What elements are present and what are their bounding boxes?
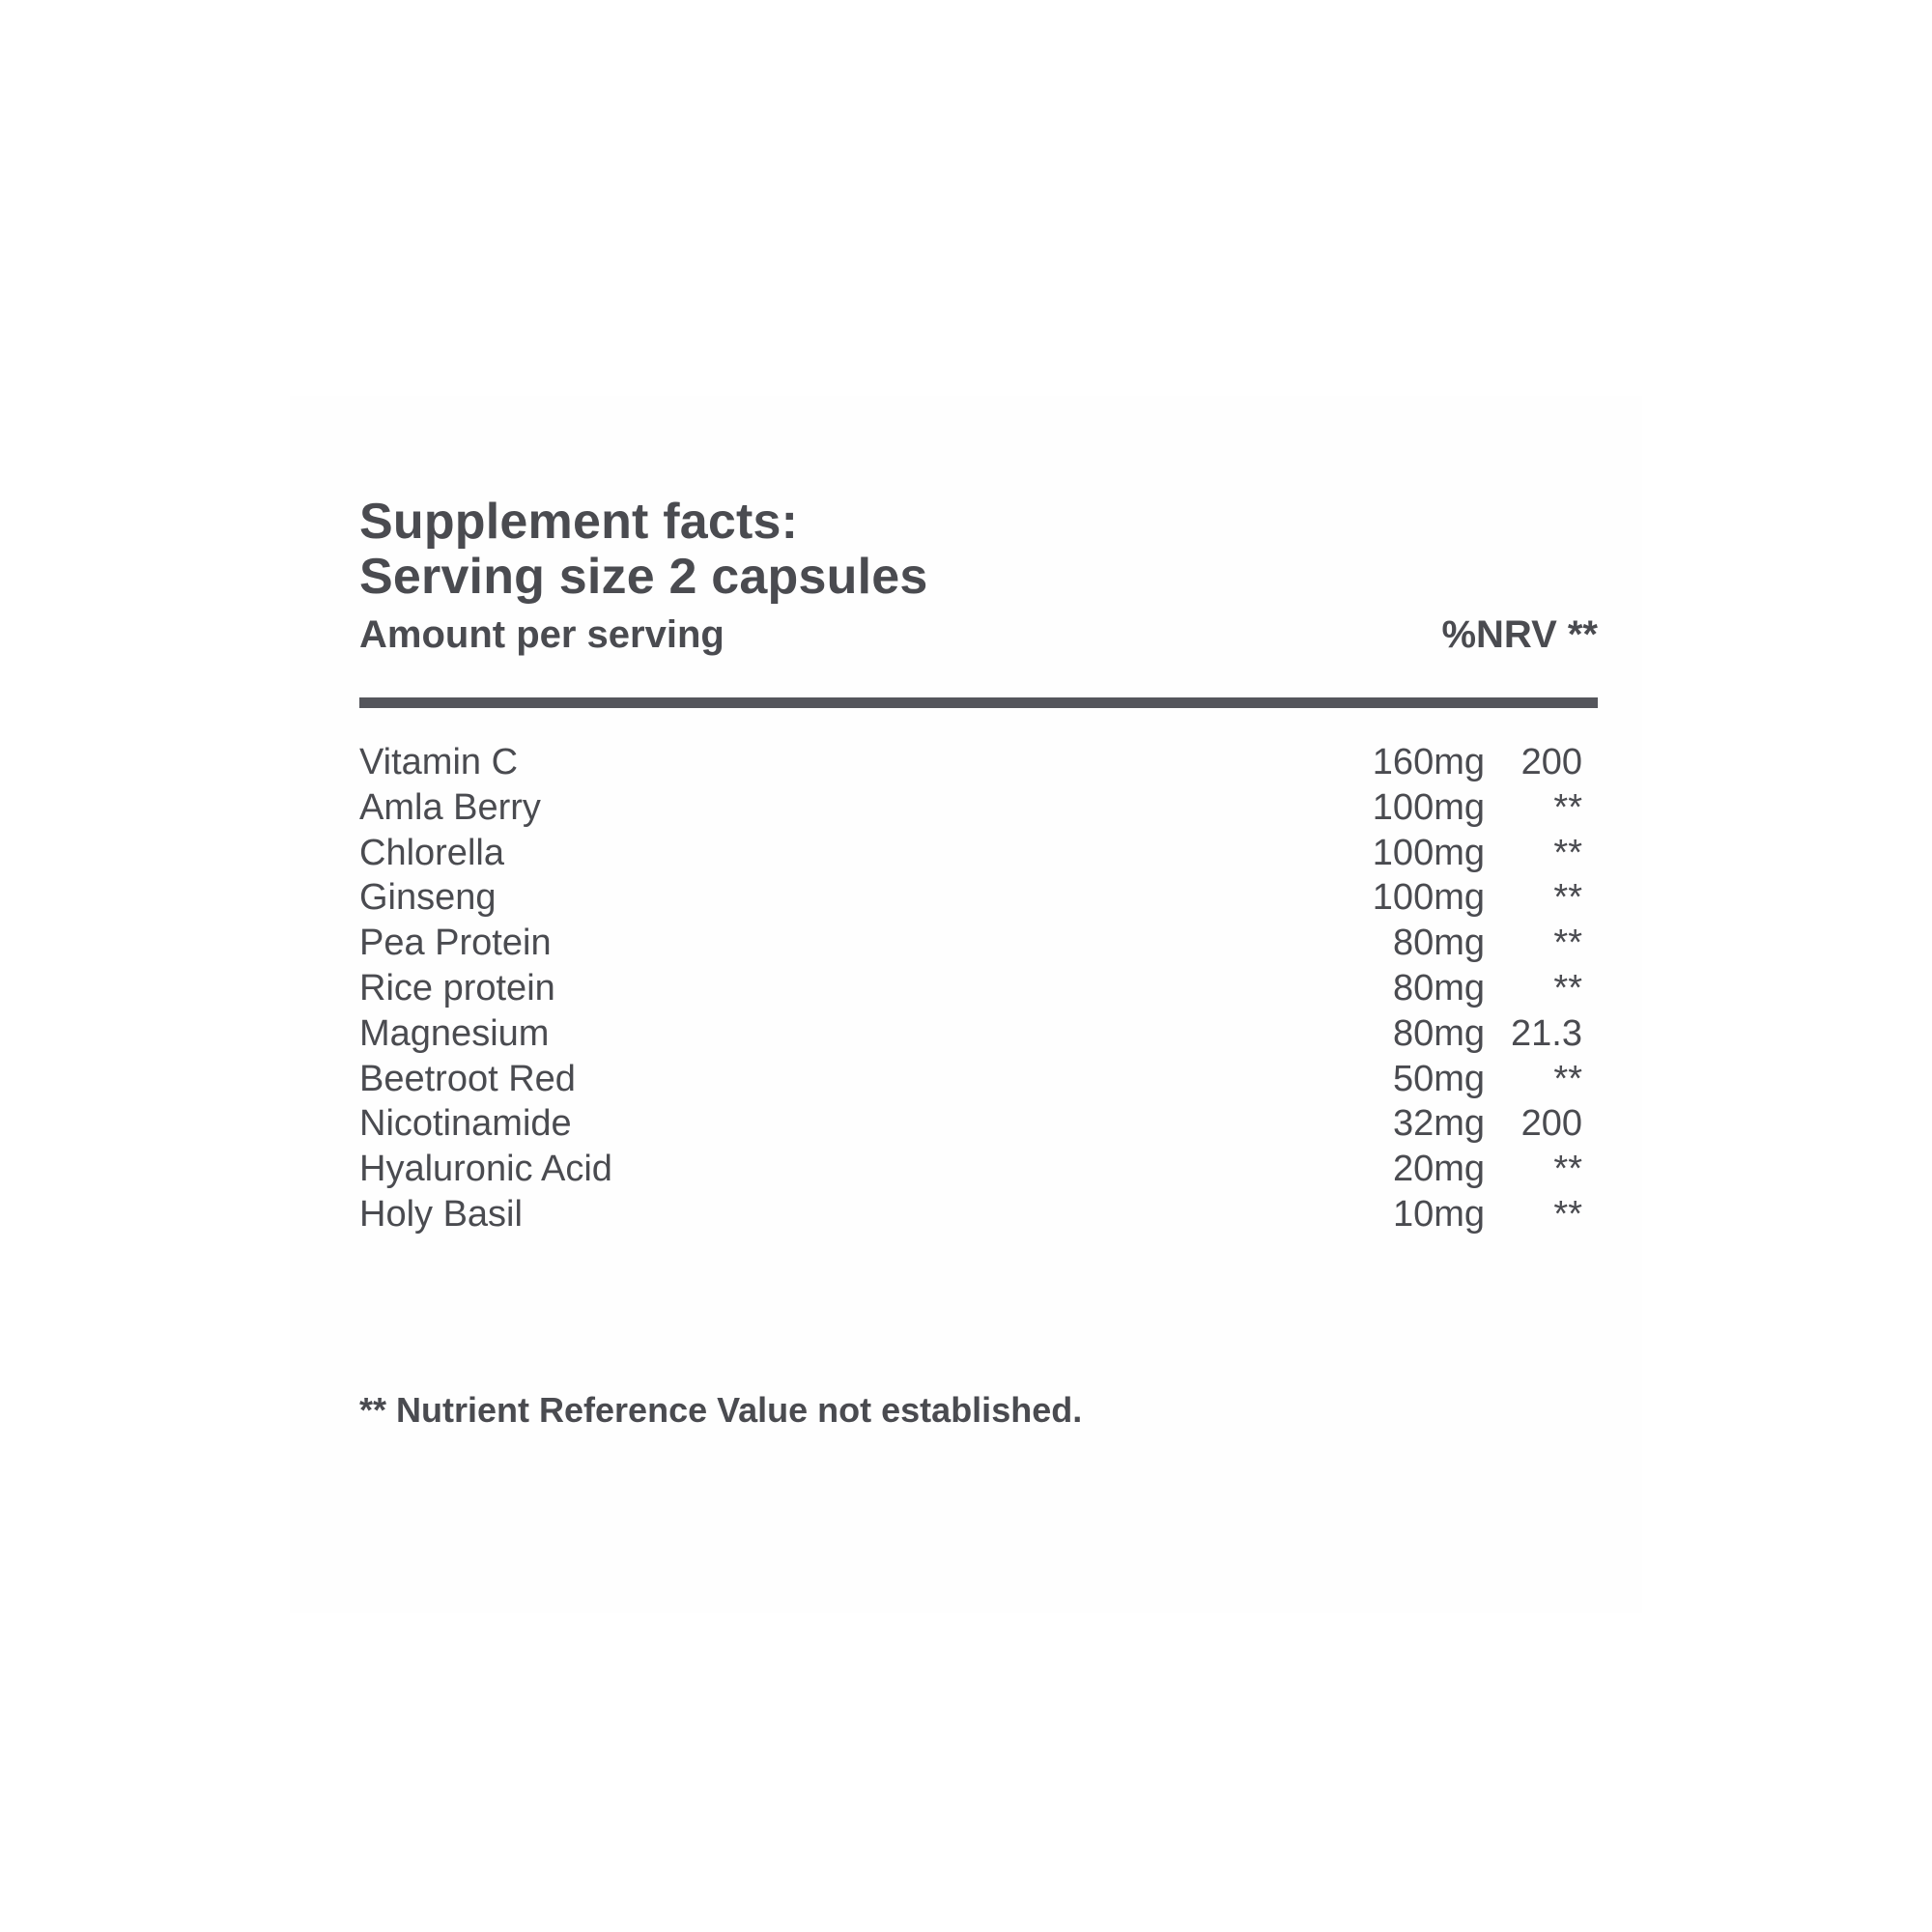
table-row — [359, 875, 1598, 921]
nrv-footnote: ** Nutrient Reference Value not established. — [359, 1390, 1083, 1430]
table-row — [359, 1101, 1598, 1147]
ingredient-nrv: 21.3 — [1511, 1012, 1582, 1054]
ingredient-nrv: ** — [1553, 832, 1582, 873]
ingredient-amount: 100mg — [1372, 786, 1485, 828]
table-row — [359, 1011, 1598, 1057]
ingredient-nrv: ** — [1553, 967, 1582, 1009]
ingredient-nrv: ** — [1553, 786, 1582, 828]
ingredient-amount: 100mg — [1372, 832, 1485, 873]
ingredient-nrv: ** — [1553, 877, 1582, 919]
amount-per-serving-label: Amount per serving — [359, 613, 724, 656]
table-row — [359, 785, 1598, 831]
ingredient-name: Chlorella — [359, 832, 504, 873]
ingredient-amount: 160mg — [1372, 742, 1485, 782]
table-row — [359, 831, 1598, 876]
table-row — [359, 966, 1598, 1011]
ingredient-amount: 100mg — [1372, 877, 1485, 919]
ingredient-amount: 80mg — [1392, 923, 1485, 964]
ingredient-nrv: 200 — [1520, 742, 1582, 782]
table-row — [359, 921, 1598, 966]
ingredient-amount: 10mg — [1392, 1193, 1485, 1235]
title-serving-size: Serving size 2 capsules — [359, 549, 928, 605]
ingredient-nrv: ** — [1553, 1058, 1582, 1099]
table-row — [359, 1057, 1598, 1102]
ingredient-name: Beetroot Red — [359, 1058, 576, 1099]
ingredient-amount: 20mg — [1392, 1149, 1485, 1190]
ingredient-amount: 32mg — [1392, 1103, 1485, 1145]
nrv-column-label: %NRV ** — [1441, 613, 1598, 656]
ingredient-name: Vitamin C — [359, 742, 519, 782]
title-supplement-facts: Supplement facts: — [359, 494, 799, 550]
ingredient-name: Magnesium — [359, 1012, 550, 1054]
ingredient-amount: 50mg — [1392, 1058, 1485, 1099]
ingredient-name: Holy Basil — [359, 1193, 523, 1235]
table-row — [359, 1192, 1598, 1237]
ingredient-nrv: ** — [1553, 923, 1582, 964]
ingredient-name: Ginseng — [359, 877, 497, 919]
table-row — [359, 740, 1598, 785]
ingredient-nrv: 200 — [1520, 1103, 1582, 1145]
ingredient-amount: 80mg — [1392, 967, 1485, 1009]
table-row — [359, 1147, 1598, 1192]
ingredient-name: Nicotinamide — [359, 1103, 572, 1145]
ingredient-name: Amla Berry — [359, 786, 541, 828]
ingredients-table — [359, 740, 1598, 1237]
header-divider — [359, 697, 1598, 708]
ingredient-name: Hyaluronic Acid — [359, 1149, 612, 1190]
ingredient-amount: 80mg — [1392, 1012, 1485, 1054]
ingredient-name: Pea Protein — [359, 923, 552, 964]
ingredient-nrv: ** — [1553, 1193, 1582, 1235]
ingredient-nrv: ** — [1553, 1149, 1582, 1190]
ingredient-name: Rice protein — [359, 967, 555, 1009]
